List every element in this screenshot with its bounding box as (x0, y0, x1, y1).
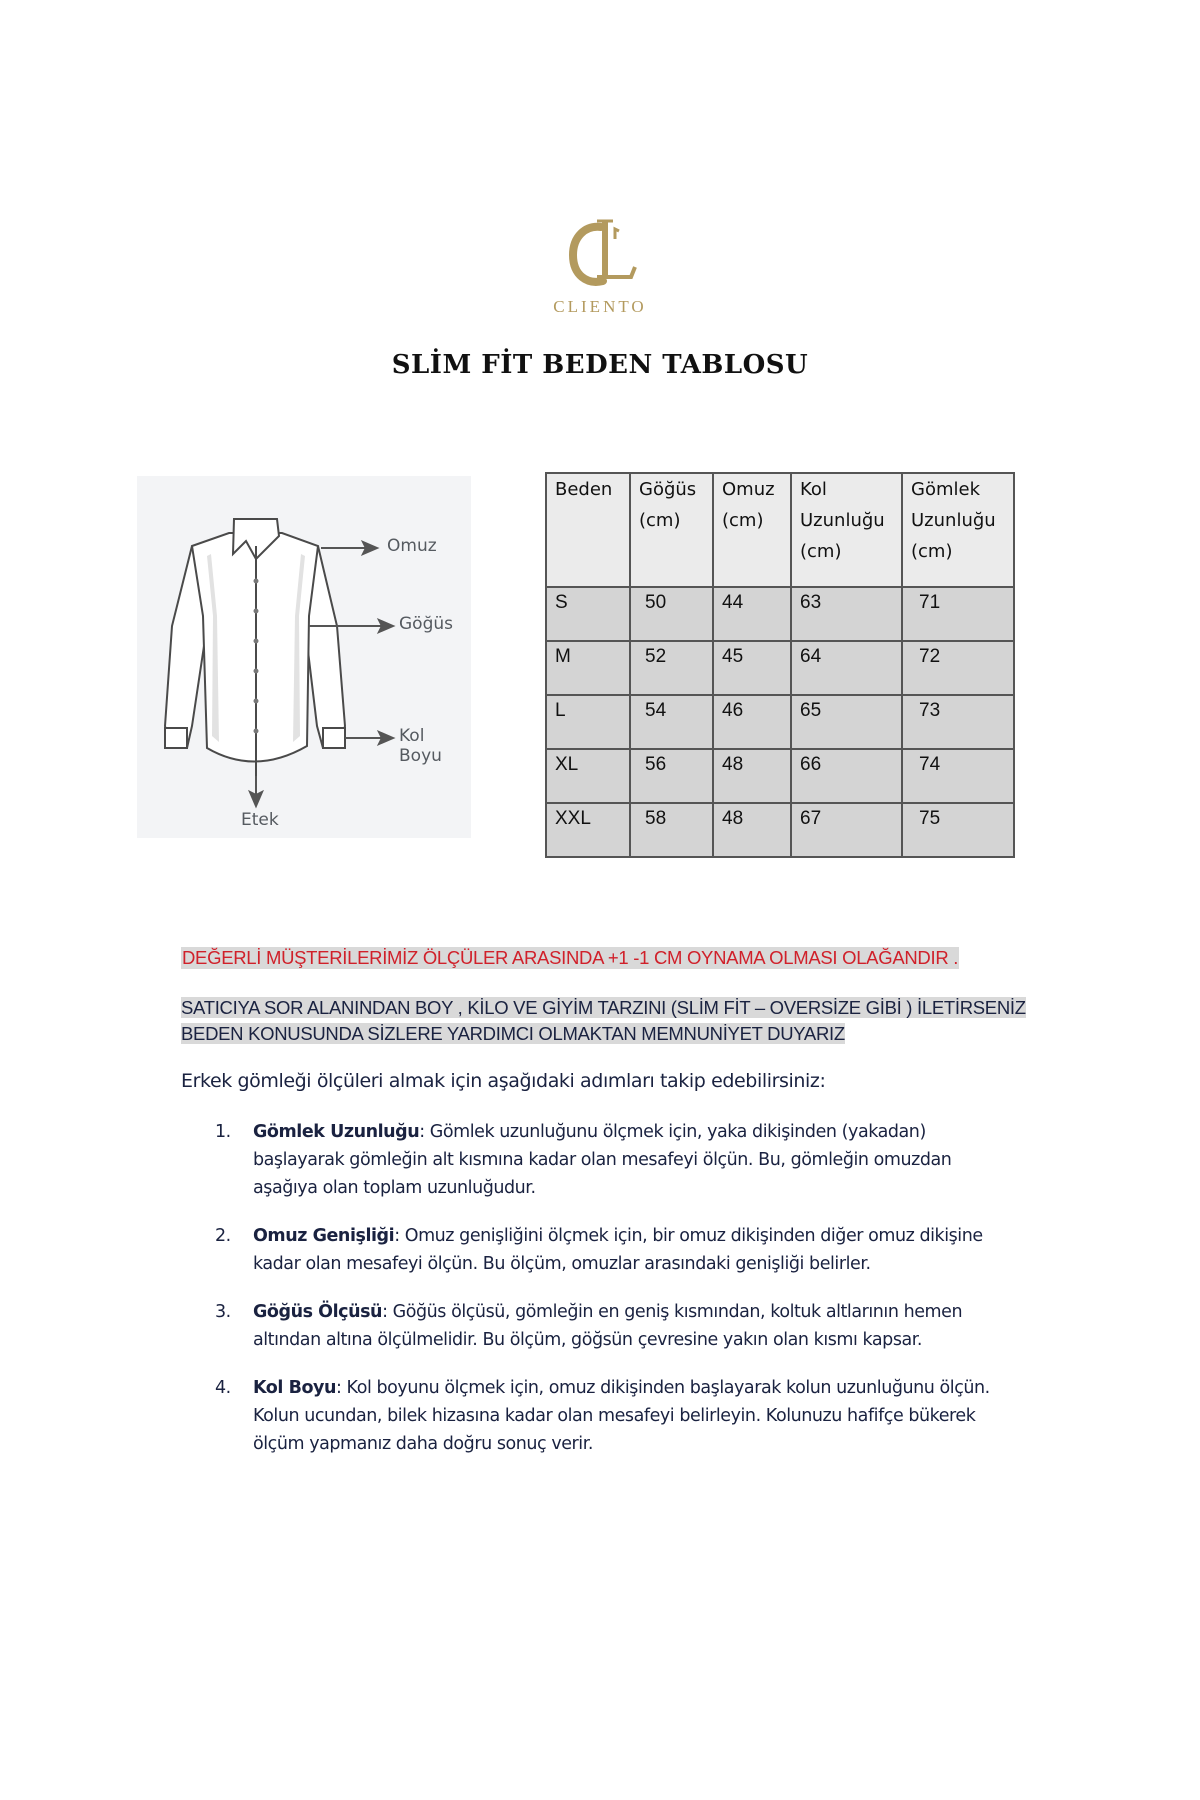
step-number: 4. (215, 1378, 231, 1398)
label-chest: Göğüs (399, 614, 453, 634)
cell-shoulder: 44 (713, 587, 791, 641)
header-shirt-length: Gömlek Uzunluğu (cm) (902, 473, 1014, 587)
cell-shoulder: 46 (713, 695, 791, 749)
label-sleeve-length: Kol Boyu (399, 726, 442, 766)
step-text: : Omuz genişliğini ölçmek için, bir omuz dikişinden diğer omuz dikişine kadar olan mesafeyi ölçün. Bu ölçüm, omuzlar arasındaki genişliği belirler. (253, 1226, 983, 1274)
brand-logo (500, 215, 700, 317)
contact-notice-line-1: SATICIYA SOR ALANINDAN BOY , KİLO VE GİYİM TARZINI (SLİM FİT – OVERSİZE GİBİ ) İLETİRSENİZ (181, 997, 1026, 1018)
step-term: Kol Boyu (253, 1378, 336, 1398)
table-row (546, 641, 1014, 695)
header-shoulder: Omuz (cm) (713, 473, 791, 587)
step-number: 2. (215, 1226, 231, 1246)
instructions-intro: Erkek gömleği ölçüleri almak için aşağıdaki adımları takip edebilirsiniz: (181, 1070, 826, 1092)
cell-size: M (546, 641, 630, 695)
instruction-step (215, 1222, 1015, 1278)
step-term: Gömlek Uzunluğu (253, 1122, 420, 1142)
cell-chest: 58 (630, 803, 713, 857)
step-text: : Kol boyunu ölçmek için, omuz dikişinden başlayarak kolun uzunluğunu ölçün. Kolun ucundan, bilek hizasına kadar olan mesafeyi belirleyin. Kolunuzu hafifçe bükerek ölçüm yapmanız daha doğru sonuç verir. (253, 1378, 990, 1454)
tolerance-notice: DEĞERLİ MÜŞTERİLERİMİZ ÖLÇÜLER ARASINDA +1 -1 CM OYNAMA OLMASI OLAĞANDIR . (182, 947, 959, 968)
cell-size: XL (546, 749, 630, 803)
instruction-step (215, 1298, 1015, 1354)
cell-sleeve-length: 65 (791, 695, 902, 749)
header-chest: Göğüs (cm) (630, 473, 713, 587)
cell-chest: 52 (630, 641, 713, 695)
shirt-illustration-icon (137, 476, 471, 838)
cell-shoulder: 48 (713, 749, 791, 803)
cl-monogram-icon (555, 215, 645, 295)
cell-size: L (546, 695, 630, 749)
label-shoulder: Omuz (387, 536, 437, 556)
cell-chest: 56 (630, 749, 713, 803)
cell-shirt-length: 71 (902, 587, 1014, 641)
size-table (545, 472, 1015, 858)
step-term: Göğüs Ölçüsü (253, 1302, 383, 1322)
step-term: Omuz Genişliği (253, 1226, 395, 1246)
contact-seller-notice (181, 995, 1026, 1047)
label-hem: Etek (241, 810, 279, 830)
table-row (546, 695, 1014, 749)
brand-name: CLIENTO (553, 297, 647, 316)
shirt-measurement-figure (137, 476, 471, 838)
step-number: 3. (215, 1302, 231, 1322)
contact-notice-line-2: BEDEN KONUSUNDA SİZLERE YARDIMCI OLMAKTAN MEMNUNİYET DUYARIZ (181, 1023, 845, 1044)
instruction-step (215, 1374, 1015, 1458)
cell-shoulder: 45 (713, 641, 791, 695)
cell-shirt-length: 73 (902, 695, 1014, 749)
cell-shoulder: 48 (713, 803, 791, 857)
instructions-list (215, 1118, 1015, 1478)
cell-chest: 54 (630, 695, 713, 749)
cell-shirt-length: 74 (902, 749, 1014, 803)
cell-size: XXL (546, 803, 630, 857)
instruction-step (215, 1118, 1015, 1202)
cell-shirt-length: 72 (902, 641, 1014, 695)
page-title: SLİM FİT BEDEN TABLOSU (391, 350, 809, 380)
table-row (546, 803, 1014, 857)
step-text: : Gömlek uzunluğunu ölçmek için, yaka dikişinden (yakadan) başlayarak gömleğin alt kısmına kadar olan mesafeyi ölçün. Bu, gömleğin omuzdan aşağıya olan toplam uzunluğudur. (253, 1122, 952, 1198)
cell-sleeve-length: 67 (791, 803, 902, 857)
cell-sleeve-length: 66 (791, 749, 902, 803)
table-header-row (546, 473, 1014, 587)
step-number: 1. (215, 1122, 231, 1142)
step-text: : Göğüs ölçüsü, gömleğin en geniş kısmından, koltuk altlarının hemen altından altına ölçülmelidir. Bu ölçüm, göğsün çevresine yakın olan kısmı kapsar. (253, 1302, 963, 1350)
table-row (546, 587, 1014, 641)
cell-shirt-length: 75 (902, 803, 1014, 857)
header-sleeve-length: Kol Uzunluğu (cm) (791, 473, 902, 587)
header-size: Beden (546, 473, 630, 587)
cell-sleeve-length: 63 (791, 587, 902, 641)
cell-size: S (546, 587, 630, 641)
table-row (546, 749, 1014, 803)
cell-sleeve-length: 64 (791, 641, 902, 695)
cell-chest: 50 (630, 587, 713, 641)
